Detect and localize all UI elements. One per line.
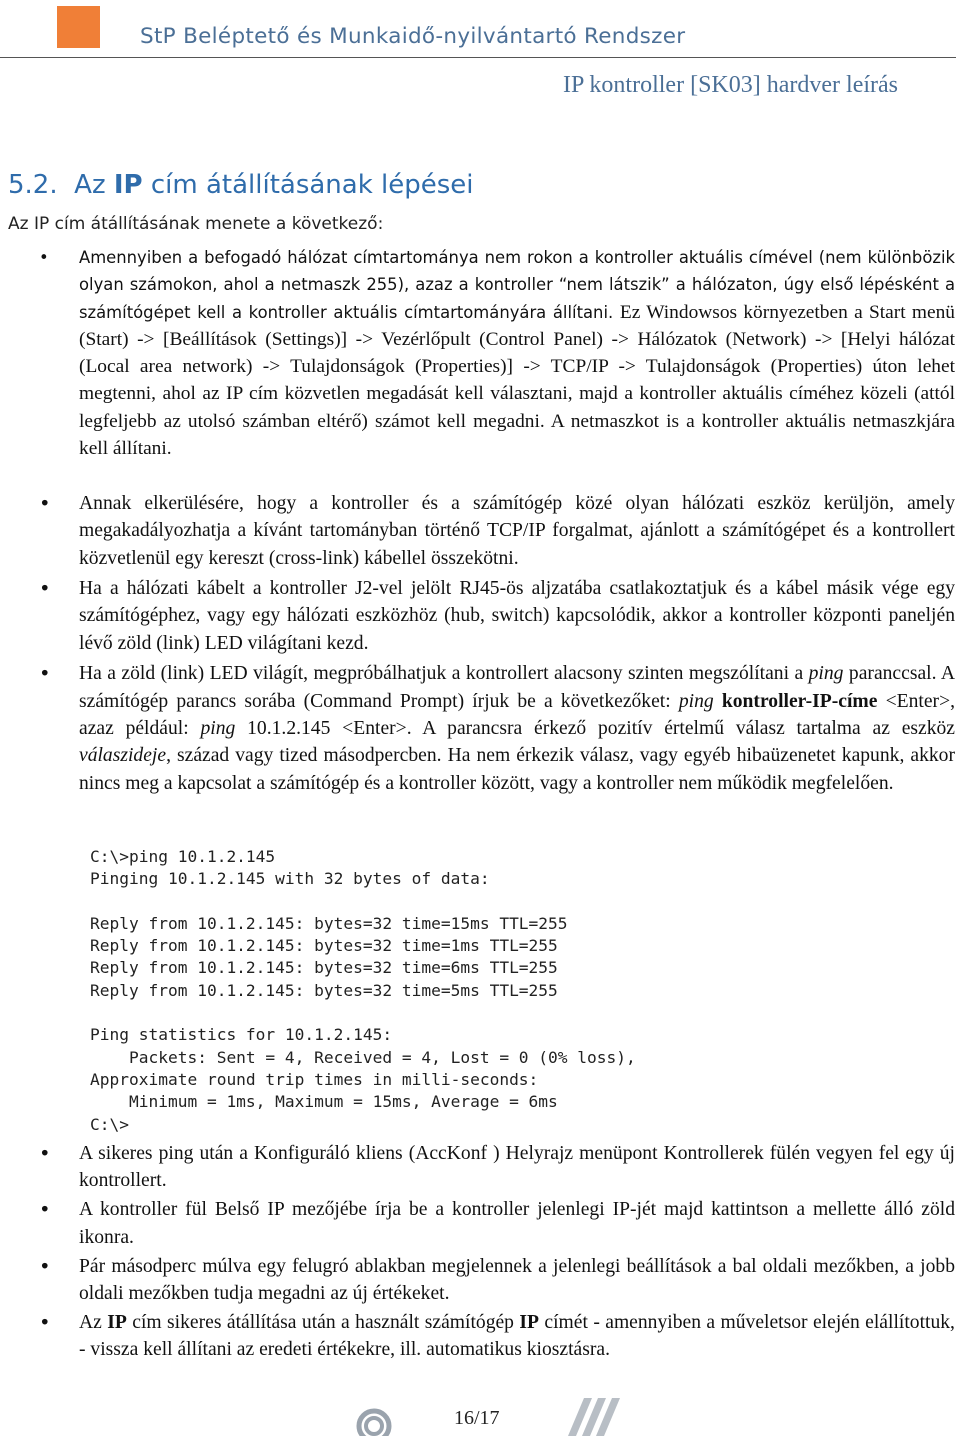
section-title <box>8 170 474 200</box>
bullet-item <box>0 1309 955 1364</box>
bullet-text: paranccsal. A számítógép parancs sorába (Command Prompt) írjuk be a következőket: <box>79 663 955 712</box>
bullet-text: Ha a hálózati kábelt a kontroller J2-vel jelölt RJ45-ös aljzatába csatlakoztatjuk és a kábel másik vége egy számítógéphez, vagy egy hálózati eszközhöz (hub, switch) kapcsolódik, akkor a kontroller központi paneljén lévő zöld (link) LED világítani kezd. <box>79 578 955 654</box>
section-title-post: cím átállításának lépései <box>150 170 474 200</box>
bullet-list-bottom <box>0 1140 955 1365</box>
header-subtitle: IP kontroller [SK03] hardver leírás <box>562 72 898 98</box>
section-number: 5.2. <box>8 170 58 200</box>
header-divider <box>0 57 956 58</box>
bullet-item <box>0 1140 955 1195</box>
bullet-item <box>0 1253 955 1308</box>
bold-term: IP <box>519 1311 539 1333</box>
bullet-text: <Enter>, azaz például: <box>79 690 956 739</box>
bullet-text: Pár másodperc múlva egy felugró ablakban megjelennek a jelenlegi beállítások a bal oldali mezőkben, a jobb oldali mezőkben tudja megadni az új értékeket. <box>79 1255 955 1304</box>
ping-italic: ping <box>678 690 714 712</box>
bullet-list-top <box>0 244 955 462</box>
bullet-text: , század vagy tized másodpercben. Ha nem érkezik válasz, vagy egyéb hibaüzenetet kapunk, akkor nincs meg a kapcsolat a számítógép és a kontroller között, vagy a kontroller nem működik megfelelően. <box>79 745 955 794</box>
bullet-text: A kontroller fül Belső IP mezőjébe írja be a kontroller jelenlegi IP-jét majd kattintson a mellette álló zöld ikonra. <box>79 1199 955 1248</box>
bullet-text: Az <box>79 1311 102 1333</box>
intro-text: Az IP cím átállításának menete a következő: <box>8 214 384 234</box>
bullet-text: Ez Windowsos környezetben a Start menü (Start) -> [Beállítások (Settings)] -> Vezérlőpult (Control Panel) -> Hálózatok (Network) -> [Helyi hálózat (Local area network) -> Tulajdonságok (Properties)] -> TCP/IP -> Tulajdonságok (Properties) úton lehet megtenni, ahol az IP cím közvetlen megadását kell választani, majd a kontroller aktuális címéhez közeli (attól legfeljebb az utolsó számban eltérő) számot kell megadni. A netmaszkot is a kontroller aktuális netmaszkjára kell állítani. <box>79 301 955 460</box>
page-number: 16/17 <box>454 1407 500 1429</box>
bullet-text: A sikeres ping után a Konfiguráló kliens (AccKonf ) Helyrajz menüpont Kontrollerek fülén vegyen fel egy új kontrollert. <box>79 1143 955 1192</box>
header-title: StP Beléptető és Munkaidő-nyilvántartó Rendszer <box>140 24 686 49</box>
section-title-pre: Az <box>74 170 106 200</box>
ping-output-code: C:\>ping 10.1.2.145 Pinging 10.1.2.145 with 32 bytes of data: Reply from 10.1.2.145: bytes=32 time=15ms TTL=255 Reply from 10.1.2.145: bytes=32 time=1ms TTL=255 Reply from 10.1.2.145: bytes=32 time=6ms TTL=255 Reply from 10.1.2.145: bytes=32 time=5ms TTL=255 Ping statistics for 10.1.2.145: Packets: Sent = 4, Received = 4, Lost = 0 (0% loss), Approximate round trip times in milli-seconds: Minimum = 1ms, Maximum = 15ms, Average = 6ms C:\> <box>90 847 636 1134</box>
header-accent-square <box>57 6 100 48</box>
italic-term: válaszideje <box>79 745 167 767</box>
ping-italic: ping <box>808 663 844 685</box>
bullet-text: cím sikeres átállítása után a használt számítógép <box>132 1311 514 1333</box>
slash-stripes-icon <box>566 1398 620 1436</box>
bullet-text: címét - amennyiben a műveletsor elején elállítottuk, - vissza kell állítani az eredeti értékekre, ill. automatikus kiosztásra. <box>79 1311 955 1361</box>
bullet-text: 10.1.2.145 <Enter>. A parancsra érkező pozitív értelmű válasz tartalma az eszköz <box>247 717 956 739</box>
bullet-item <box>0 490 955 572</box>
bullet-list-middle <box>0 490 955 800</box>
bullet-text: Annak elkerülésére, hogy a kontroller és a számítógép közé olyan hálózati eszköz kerüljön, amely megakadályozhatja a kívánt tartományban történő TCP/IP forgalmat, ajánlott a számítógépet és a kontrollert közvetlenül egy kereszt (cross-link) kábellel összekötni. <box>79 493 955 569</box>
spiral-logo-icon <box>350 1404 392 1436</box>
bullet-text: Amennyiben a befogadó hálózat címtartománya nem rokon a kontroller aktuális címével (nem különbözik olyan számokon, ahol a netmaszk 255), azaz a kontroller “nem látszik” a hálózaton, úgy első lépésként a számítógépet kell a kontroller aktuális címtartományára állítani. <box>79 248 955 322</box>
section-title-bold: IP <box>113 170 143 200</box>
bullet-item <box>0 575 955 657</box>
bullet-item <box>0 660 955 796</box>
bold-term: IP <box>107 1311 127 1333</box>
ping-italic: ping <box>200 717 236 739</box>
bullet-text: Ha a zöld (link) LED világít, megpróbálhatjuk a kontrollert alacsony szinten megszólítani a <box>79 663 804 685</box>
bullet-item <box>0 244 955 462</box>
bullet-item <box>0 1196 955 1251</box>
bold-term: kontroller-IP-címe <box>721 690 878 712</box>
